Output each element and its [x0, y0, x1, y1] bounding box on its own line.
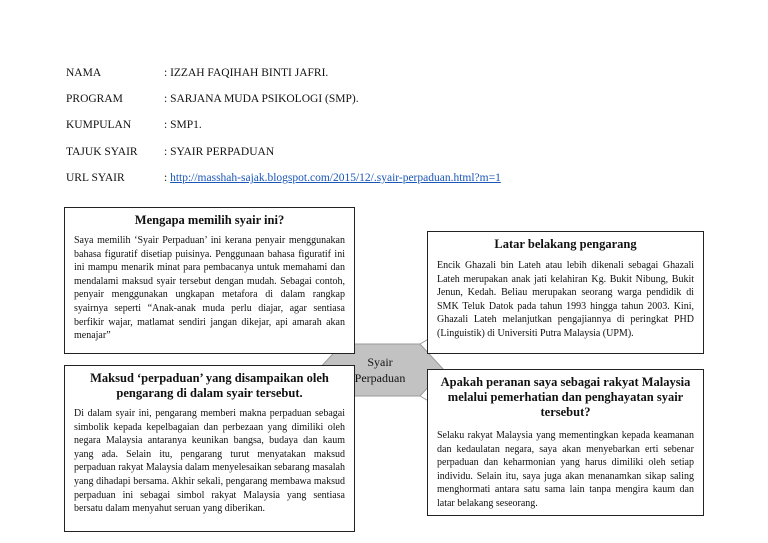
- box-title: Maksud ‘perpaduan’ yang disampaikan oleh pengarang di dalam syair tersebut.: [90, 371, 329, 400]
- box-body: Selaku rakyat Malaysia yang mementingkan kepada keamanan dan kedaulatan negara, saya akan menyebarkan erti sebenar perpaduan dan keharmonian yang harus dimiliki oleh setiap individu. Selain itu, saya juga akan menanamkan sikap saling menghormati antara satu sama lain tanpa mengira kaum dan latar belakang seseorang.: [437, 430, 694, 509]
- box-body: Saya memilih ‘Syair Perpaduan’ ini kerana penyair menggunakan bahasa figuratif disetiap puisinya. Penggunaan bahasa figuratif ini ini mampu menarik minat para pembacanya untuk memahami dan mendalami maksud syair tersebut dengan mudah. Sebagai contoh, penyair menggunakan ungkapan metafora di dalam rangkap syairnya seperti “Anak-anak muda perlu diajar, agar sentiasa berfikir wajar, matlamat sendiri jangan dikejar, api amarah akan menajar”: [74, 235, 345, 342]
- box-meaning-perpaduan: [64, 365, 355, 532]
- info-value: [164, 171, 501, 185]
- info-label: PROGRAM: [66, 93, 123, 105]
- info-label: TAJUK SYAIR: [66, 146, 138, 158]
- info-value: : SYAIR PERPADUAN: [164, 146, 275, 158]
- box-title: Apakah peranan saya sebagai rakyat Malaysia melalui pemerhatian dan penghayatan syair tersebut?: [440, 375, 691, 419]
- info-label: KUMPULAN: [66, 119, 132, 131]
- box-body: Encik Ghazali bin Lateh atau lebih dikenali sebagai Ghazali Lateh merupakan anak jati kelahiran Kg. Bukit Nibung, Bukit Jenun, Kedah. Beliau merupakan seorang warga pendidik di SMK Teluk Datok pada tahun 1993 hingga tahun 2003. Kini, Ghazali Lateh melanjutkan pengajiannya di peringkat PHD (Linguistik) di Universiti Putra Malaysia (UPM).: [437, 260, 694, 339]
- center-title: [352, 354, 408, 386]
- box-title: Mengapa memilih syair ini?: [134, 213, 285, 227]
- box-body: Di dalam syair ini, pengarang memberi makna perpaduan sebagai simbolik kepada kepelbagaian dan perbezaan yang dimiliki oleh negara Malaysia antaranya keunikan bangsa, budaya dan kaum yang ada. Selain itu, pengarang turut menyatakan maksud perpaduan rakyat Malaysia dalam menyelesaikan sebarang masalah yang dihadapi bersama. Akhir sekali, pengarang membawa maksud perpaduan ini sebagai simbol rakyat Malaysia yang sentiasa bersatu dalam menyahut seruan yang diberikan.: [74, 408, 345, 515]
- box-author-background: [427, 231, 704, 354]
- info-value: : IZZAH FAQIHAH BINTI JAFRI.: [164, 67, 329, 79]
- url-link[interactable]: http://masshah-sajak.blogspot.com/2015/12/.syair-perpaduan.html?m=1: [170, 172, 501, 184]
- center-title-line: Syair: [367, 355, 393, 369]
- box-why-chosen: [64, 207, 355, 354]
- center-title-line: Perpaduan: [354, 371, 406, 385]
- box-my-role: [427, 369, 704, 516]
- box-title: Latar belakang pengarang: [494, 237, 637, 251]
- info-label: URL SYAIR: [66, 172, 125, 184]
- info-value: : SARJANA MUDA PSIKOLOGI (SMP).: [164, 93, 359, 105]
- info-label: NAMA: [66, 67, 102, 79]
- info-value: : SMP1.: [164, 119, 202, 131]
- url-prefix: :: [164, 172, 171, 184]
